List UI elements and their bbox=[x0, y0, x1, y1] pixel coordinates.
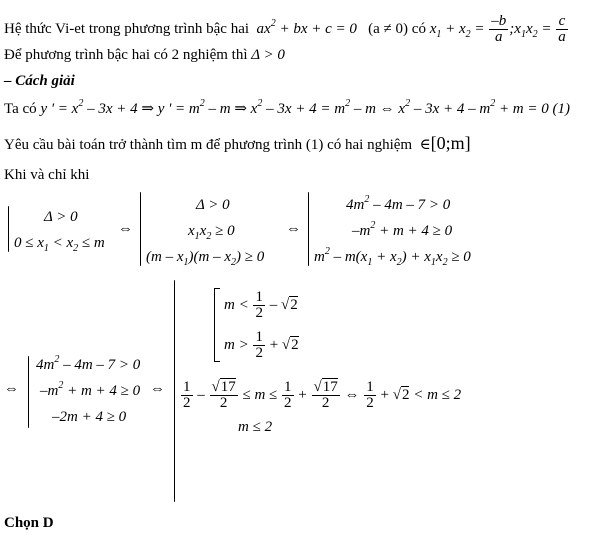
brace-1 bbox=[8, 206, 9, 252]
vieta-label: Hệ thức Vi-et trong phương trình bậc hai bbox=[4, 20, 250, 37]
brace-4 bbox=[28, 356, 29, 428]
solution-heading: – Cách giải bbox=[4, 73, 75, 89]
brace-2 bbox=[140, 192, 141, 266]
derivative-equation: Ta có y ' = $x^2 - 3x + 4$ ⇒ y ' = $m^2$ – m ⇒ $x^2 - 3x + 4 = m^2 - m$ ⇔ $x^2 - 3x + 4 - m^2 + m = 0$ (1) bbox=[4, 98, 571, 117]
bracket-or bbox=[214, 288, 220, 362]
iff-label: Khi và chỉ khi bbox=[4, 167, 90, 183]
brace-5 bbox=[174, 280, 175, 502]
vieta-statement: Hệ thức Vi-et trong phương trình bậc hai $ax^2$ + bx + c = 0 (a ≠ 0) có $x_1 + x_2$ = $\frac{-b}{a}$ $;x_1x_2$ = $\frac{c}{a}$ bbox=[4, 13, 566, 45]
a-nonzero-condition: (a ≠ 0) bbox=[368, 20, 409, 37]
brace-3 bbox=[308, 192, 309, 266]
problem-restatement: Yêu cầu bài toán trở thành tìm m để phương trình (1) có hai nghiệm ∈[0;m] bbox=[4, 133, 471, 153]
delta-condition: Để phương trình bậc hai có 2 nghiệm thì Δ > 0 bbox=[4, 47, 285, 63]
answer-choice: Chọn D bbox=[4, 515, 54, 531]
